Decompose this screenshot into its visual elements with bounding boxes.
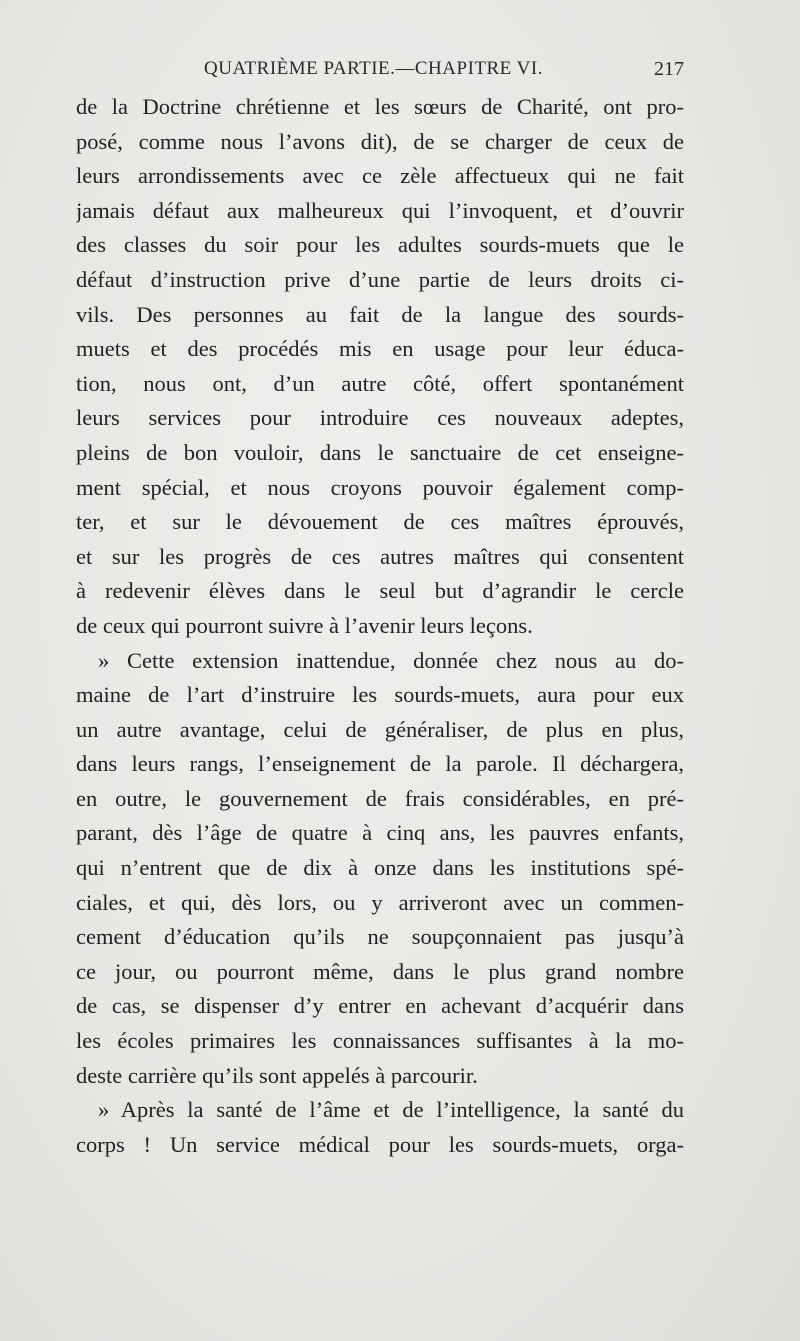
text-line: ciales, et qui, dès lors, ou y arriveront avec un commen- bbox=[76, 889, 684, 915]
text-line: les écoles primaires les connaissances suffisantes à la mo- bbox=[76, 1028, 684, 1054]
text-line: des classes du soir pour les adultes sourds-muets que le bbox=[76, 232, 684, 258]
text-line: leurs arrondissements avec ce zèle affectueux qui ne fait bbox=[76, 163, 684, 189]
body-text bbox=[76, 90, 684, 1162]
text-line: maine de l’art d’instruire les sourds-muets, aura pour eux bbox=[76, 682, 684, 708]
text-line: cement d’éducation qu’ils ne soupçonnaient pas jusqu’à bbox=[76, 924, 684, 950]
text-line: à redevenir élèves dans le seul but d’agrandir le cercle bbox=[76, 578, 684, 604]
text-line: pleins de bon vouloir, dans le sanctuaire de cet enseigne- bbox=[76, 439, 684, 465]
running-head: QUATRIÈME PARTIE.—CHAPITRE VI. bbox=[204, 58, 543, 79]
text-line: tion, nous ont, d’un autre côté, offert spontanément bbox=[76, 370, 684, 396]
text-line: deste carrière qu’ils sont appelés à parcourir. bbox=[76, 1062, 478, 1088]
text-line: et sur les progrès de ces autres maîtres qui consentent bbox=[76, 543, 684, 569]
text-line: dans leurs rangs, l’enseignement de la parole. Il déchargera, bbox=[76, 751, 684, 777]
text-line: ce jour, ou pourront même, dans le plus grand nombre bbox=[76, 958, 684, 984]
text-line: jamais défaut aux malheureux qui l’invoquent, et d’ouvrir bbox=[76, 197, 684, 223]
text-line: défaut d’instruction prive d’une partie de leurs droits ci- bbox=[76, 266, 684, 292]
text-line: corps ! Un service médical pour les sourds-muets, orga- bbox=[76, 1131, 684, 1157]
text-line: vils. Des personnes au fait de la langue des sourds- bbox=[76, 301, 684, 327]
text-line: » Après la santé de l’âme et de l’intelligence, la santé du bbox=[98, 1097, 684, 1123]
text-line: en outre, le gouvernement de frais considérables, en pré- bbox=[76, 785, 684, 811]
text-line: qui n’entrent que de dix à onze dans les institutions spé- bbox=[76, 855, 684, 881]
text-line: parant, dès l’âge de quatre à cinq ans, les pauvres enfants, bbox=[76, 820, 684, 846]
text-line: leurs services pour introduire ces nouveaux adeptes, bbox=[76, 405, 684, 431]
text-line: de ceux qui pourront suivre à l’avenir leurs leçons. bbox=[76, 612, 533, 638]
text-line: un autre avantage, celui de généraliser, de plus en plus, bbox=[76, 716, 684, 742]
text-line: » Cette extension inattendue, donnée chez nous au do- bbox=[98, 647, 684, 673]
page-number: 217 bbox=[654, 58, 684, 80]
text-line: de cas, se dispenser d’y entrer en achevant d’acquérir dans bbox=[76, 993, 684, 1019]
text-line: muets et des procédés mis en usage pour leur éduca- bbox=[76, 336, 684, 362]
text-line: ter, et sur le dévouement de ces maîtres éprouvés, bbox=[76, 509, 684, 535]
text-line: ment spécial, et nous croyons pouvoir également comp- bbox=[76, 474, 684, 500]
text-line: de la Doctrine chrétienne et les sœurs de Charité, ont pro- bbox=[76, 94, 684, 119]
text-line: posé, comme nous l’avons dit), de se charger de ceux de bbox=[76, 128, 684, 154]
page-header bbox=[76, 58, 684, 84]
